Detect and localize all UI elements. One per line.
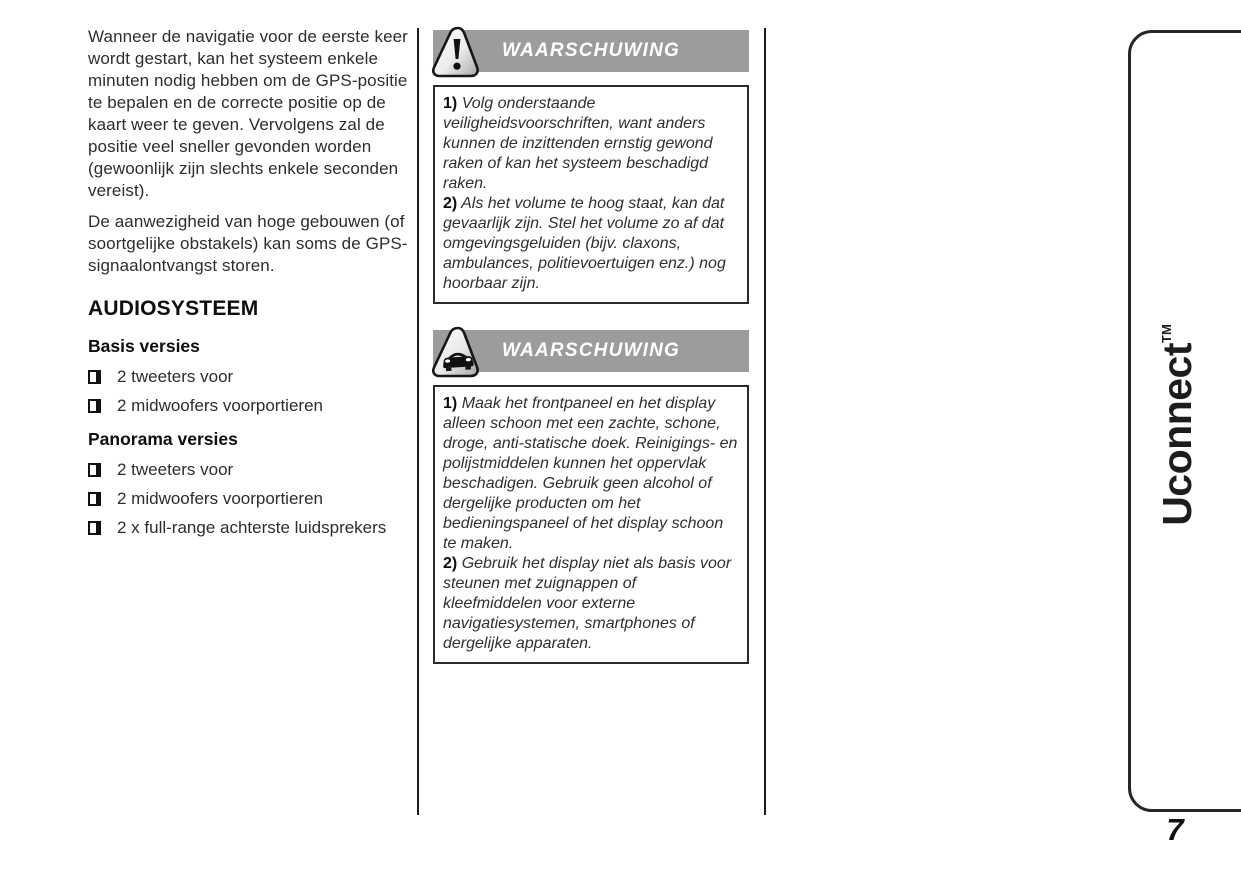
warning-item xyxy=(443,394,739,554)
warning-section-display-care xyxy=(433,330,749,664)
checkbox-bullet-icon xyxy=(88,492,101,506)
list-item-label: 2 x full-range achterste luidsprekers xyxy=(117,518,387,537)
checkbox-bullet-icon xyxy=(88,399,101,413)
warning-header xyxy=(433,330,749,372)
checkbox-bullet-icon xyxy=(88,370,101,384)
warning-item-number: 1) xyxy=(443,395,458,412)
warning-item xyxy=(443,194,739,294)
column-divider xyxy=(417,28,419,815)
warning-header xyxy=(433,30,749,72)
car-triangle-icon xyxy=(429,324,481,380)
list-item-label: 2 midwoofers voorportieren xyxy=(117,396,323,415)
list-item xyxy=(88,488,412,510)
warning-item-text: Maak het frontpaneel en het display alleen schoon met een zachte, schone, droge, anti-statische doek. Reinigings- en polijstmiddelen kunnen het oppervlak beschadigen. Gebruik geen alcohol of dergelijke producten om het bedieningspaneel of het display schoon te maken. xyxy=(443,395,738,552)
left-column xyxy=(88,26,412,546)
section-heading-audiosysteem: AUDIOSYSTEEM xyxy=(88,297,259,320)
warning-section-general xyxy=(433,30,749,304)
list-item xyxy=(88,395,412,417)
group-title-panorama: Panorama versies xyxy=(88,429,238,449)
list-item xyxy=(88,459,412,481)
warning-item-text: Als het volume te hoog staat, kan dat gevaarlijk zijn. Stel het volume zo af dat omgevingsgeluiden (bijv. claxons, ambulances, politievoertuigen enz.) nog hoorbaar zijn. xyxy=(443,195,726,292)
warning-title: WAARSCHUWING xyxy=(502,40,680,61)
list-item xyxy=(88,366,412,388)
list-item xyxy=(88,517,412,539)
list-item-label: 2 tweeters voor xyxy=(117,367,234,386)
warning-item xyxy=(443,554,739,654)
trademark-symbol: TM xyxy=(1159,324,1174,343)
checkbox-bullet-icon xyxy=(88,463,101,477)
exclamation-triangle-icon xyxy=(429,24,481,80)
warning-box xyxy=(433,85,749,304)
column-divider xyxy=(764,28,766,815)
warning-item-number: 1) xyxy=(443,95,458,112)
warning-item-number: 2) xyxy=(443,555,458,572)
uconnect-wordmark xyxy=(1154,294,1212,556)
uconnect-wordmark-text: Uconnect xyxy=(1154,342,1200,526)
list-item-label: 2 midwoofers voorportieren xyxy=(117,489,323,508)
warning-item-number: 2) xyxy=(443,195,458,212)
intro-paragraph: Wanneer de navigatie voor de eerste keer wordt gestart, kan het systeem enkele minuten nodig hebben om de GPS-positie te bepalen en de correcte positie op de kaart weer te geven. Vervolgens zal de positie veel sneller gevonden worden (gewoonlijk zijn slechts enkele seconden vereist). xyxy=(88,27,408,200)
group-title-basis: Basis versies xyxy=(88,336,200,356)
warning-item-text: Volg onderstaande veiligheidsvoorschriften, want anders kunnen de inzittenden ernstig gewond raken of kan het systeem beschadigd raken. xyxy=(443,95,713,192)
checkbox-bullet-icon xyxy=(88,521,101,535)
gps-paragraph: De aanwezigheid van hoge gebouwen (of soortgelijke obstakels) kan soms de GPS-signaalontvangst storen. xyxy=(88,212,408,275)
page-number: 7 xyxy=(1166,812,1184,847)
warning-title: WAARSCHUWING xyxy=(502,340,680,361)
warning-box xyxy=(433,385,749,664)
warning-item xyxy=(443,94,739,194)
list-item-label: 2 tweeters voor xyxy=(117,460,234,479)
warning-item-text: Gebruik het display niet als basis voor steunen met zuignappen of kleefmiddelen voor externe navigatiesystemen, smartphones of dergelijke apparaten. xyxy=(443,555,732,652)
